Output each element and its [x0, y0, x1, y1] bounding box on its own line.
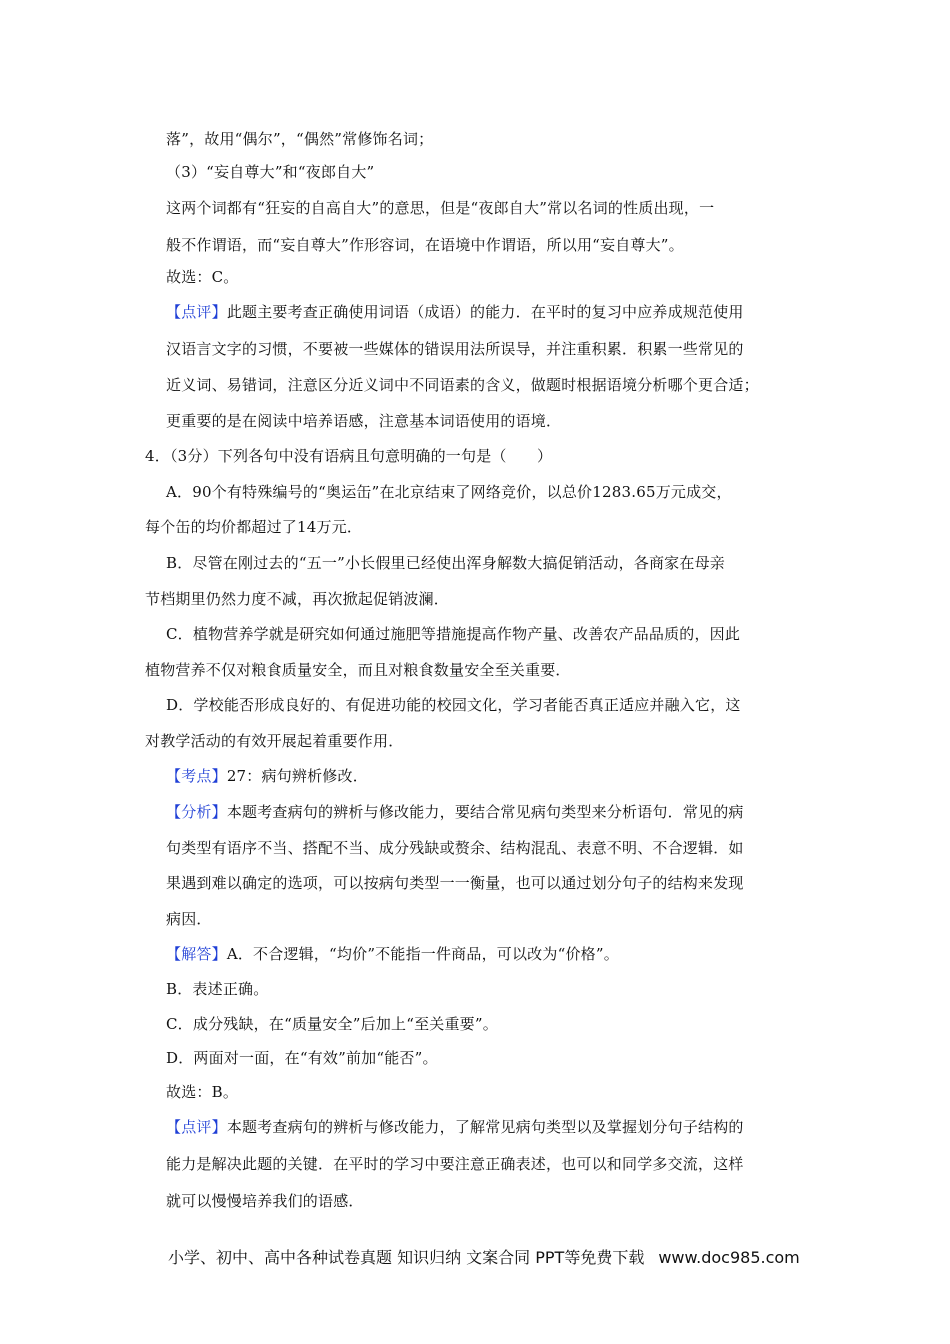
footer-url[interactable]: www.doc985.com — [658, 1248, 800, 1267]
comment-line: 近义词、易错词，注意区分近义词中不同语素的含义，做题时根据语境分析哪个更合适； — [166, 376, 759, 394]
option-a-line: A．90个有特殊编号的“奥运缶”在北京结束了网络竞价，以总价1283.65万元成交， — [166, 483, 732, 501]
option-b-line: 节档期里仍然力度不减，再次掀起促销波澜． — [145, 590, 450, 608]
option-d-line: 对教学活动的有效开展起着重要作用． — [145, 732, 404, 750]
comment-line — [166, 1116, 744, 1137]
answer-line: B．表述正确。 — [166, 980, 269, 998]
analysis-line: 句类型有语序不当、搭配不当、成分残缺或赘余、结构混乱、表意不明、不合逻辑．如 — [166, 839, 744, 857]
comment-line: 能力是解决此题的关键．在平时的学习中要注意正确表述，也可以和同学多交流，这样 — [166, 1155, 744, 1173]
answer-text: A．不合逻辑，“均价”不能指一件商品，可以改为“价格”。 — [226, 945, 619, 963]
page-footer — [168, 1245, 800, 1268]
paragraph-line: 般不作谓语，而“妄自尊大”作形容词，在语境中作谓语，所以用“妄自尊大”。 — [166, 236, 684, 254]
option-b-line: B．尽管在刚过去的“五一”小长假里已经使出浑身解数大搞促销活动，各商家在母亲 — [166, 554, 725, 572]
comment-line: 就可以慢慢培养我们的语感． — [166, 1192, 364, 1210]
answer-tag: 【解答】 — [166, 945, 227, 963]
kaodian-text: 27：病句辨析修改． — [226, 767, 368, 785]
paragraph-line: 这两个词都有“狂妄的自高自大”的意思，但是“夜郎自大”常以名词的性质出现，一 — [166, 199, 715, 217]
comment-tag: 【点评】 — [166, 303, 227, 321]
analysis-line: 病因． — [166, 910, 212, 928]
option-c-line: 植物营养不仅对粮食质量安全，而且对粮食数量安全至关重要． — [145, 661, 571, 679]
comment-line: 汉语言文字的习惯，不要被一些媒体的错误用法所误导，并注重积累．积累一些常见的 — [166, 340, 744, 358]
comment-line — [166, 301, 744, 322]
comment-text: 此题主要考查正确使用词语（成语）的能力．在平时的复习中应养成规范使用 — [226, 303, 744, 321]
paragraph-line: 故选：C。 — [166, 268, 239, 286]
kaodian-tag: 【考点】 — [166, 767, 227, 785]
paragraph-line: （3）“妄自尊大”和“夜郎自大” — [166, 163, 375, 181]
footer-text: 小学、初中、高中各种试卷真题 知识归纳 文案合同 PPT等免费下载 — [168, 1248, 645, 1267]
comment-line: 更重要的是在阅读中培养语感，注意基本词语使用的语境． — [166, 412, 562, 430]
answer-line: C．成分残缺，在“质量安全”后加上“至关重要”。 — [166, 1015, 498, 1033]
answer-line: 故选：B。 — [166, 1083, 239, 1101]
analysis-line: 果遇到难以确定的选项，可以按病句类型一一衡量，也可以通过划分句子的结构来发现 — [166, 874, 744, 892]
option-d-line: D．学校能否形成良好的、有促进功能的校园文化，学习者能否真正适应并融入它，这 — [166, 696, 741, 714]
kaodian-line — [166, 765, 368, 786]
paragraph-line: 落”，故用“偶尔”，“偶然”常修饰名词； — [166, 130, 434, 148]
analysis-tag: 【分析】 — [166, 803, 227, 821]
answer-line — [166, 943, 619, 964]
option-a-line: 每个缶的均价都超过了14万元． — [145, 518, 363, 536]
option-c-line: C．植物营养学就是研究如何通过施肥等措施提高作物产量、改善农产品品质的，因此 — [166, 625, 741, 643]
analysis-text: 本题考查病句的辨析与修改能力，要结合常见病句类型来分析语句．常见的病 — [226, 803, 744, 821]
comment-text: 本题考查病句的辨析与修改能力，了解常见病句类型以及掌握划分句子结构的 — [226, 1118, 744, 1136]
analysis-line — [166, 801, 744, 822]
question-stem: 4．（3分）下列各句中没有语病且句意明确的一句是（ ） — [145, 447, 553, 465]
answer-line: D．两面对一面，在“有效”前加“能否”。 — [166, 1049, 438, 1067]
comment-tag: 【点评】 — [166, 1118, 227, 1136]
